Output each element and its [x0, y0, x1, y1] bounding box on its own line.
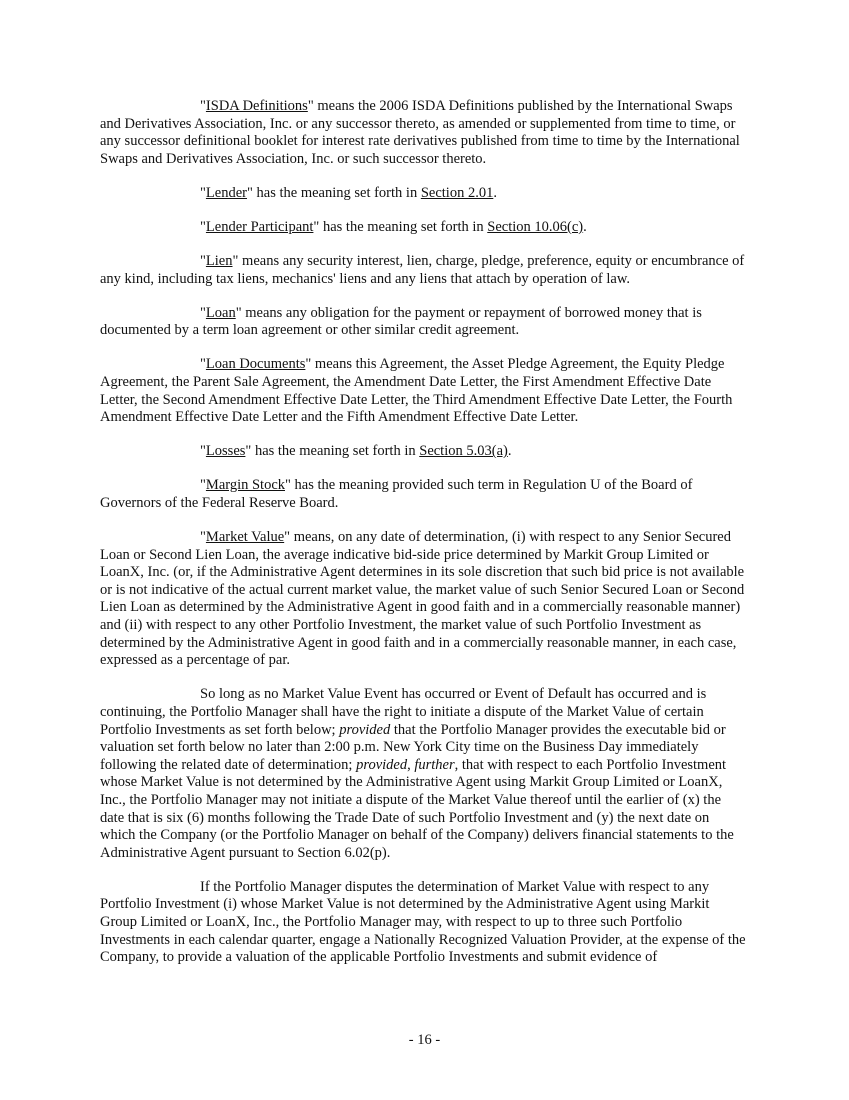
definition-losses: "Losses" has the meaning set forth in Section 5.03(a).: [200, 443, 512, 460]
definition-isda-definitions: "ISDA Definitions" means the 2006 ISDA Definitions published by the International Swaps and Derivatives Association, Inc. or any successor thereto, as amended or supplemented from time to time, or any successor definitional booklet for interest rate derivatives published from time to time by the International Swaps and Derivatives Association, Inc. or such successor thereto.: [100, 98, 740, 167]
section-reference: Section 10.06(c): [487, 218, 584, 235]
defined-term: Lender Participant: [205, 218, 314, 235]
definition-market-value: "Market Value" means, on any date of determination, (i) with respect to any Senior Secured Loan or Second Lien Loan, the average indicative bid-side price determined by Markit Group Limited or LoanX, Inc. (or, if the Administrative Agent determines in its sole discretion that such bid price is not available or is not indicative of the actual current market value, the market value of such Senior Secured Loan or Second Lien Loan as determined by the Administrative Agent in good faith and in a commercially reasonable manner) and (ii) with respect to any other Portfolio Investment, the market value of such Portfolio Investment as determined by the Administrative Agent in good faith and in a commercially reasonable manner, in each case, expressed as a percentage of par.: [100, 529, 745, 669]
defined-term: ISDA Definitions: [205, 98, 308, 114]
defined-term: Margin Stock: [205, 477, 285, 494]
definition-loan: "Loan" means any obligation for the payment or repayment of borrowed money that is documented by a term loan agreement or other similar credit agreement.: [100, 304, 702, 339]
definition-loan-documents: "Loan Documents" means this Agreement, the Asset Pledge Agreement, the Equity Pledge Agreement, the Parent Sale Agreement, the Amendment Date Letter, the First Amendment Effective Date Letter, the Second Amendment Effective Date Letter, the Third Amendment Effective Date Letter, the Fourth Amendment Effective Date Letter and the Fifth Amendment Effective Date Letter.: [100, 356, 733, 426]
definition-lender-participant: "Lender Participant" has the meaning set forth in Section 10.06(c).: [200, 218, 587, 235]
market-value-dispute-procedure: If the Portfolio Manager disputes the determination of Market Value with respect to any Portfolio Investment (i) whose Market Value is not determined by the Administrative Agent using Markit Group Limited or LoanX, Inc., the Portfolio Manager may, with respect to up to three such Portfolio Investments in each calendar quarter, engage a Nationally Recognized Valuation Provider, at the expense of the Company, to provide a valuation of the applicable Portfolio Investments and submit evidence of: [100, 878, 746, 966]
page-number: - 16 -: [408, 1032, 441, 1048]
defined-term: Market Value: [205, 529, 285, 546]
defined-term: Losses: [205, 443, 246, 460]
definition-margin-stock: "Margin Stock" has the meaning provided such term in Regulation U of the Board of Governors of the Federal Reserve Board.: [100, 477, 693, 511]
section-reference: Section 2.01: [420, 184, 494, 201]
defined-term: Lien: [205, 253, 233, 270]
definition-lien: "Lien" means any security interest, lien, charge, pledge, preference, equity or encumbrance of any kind, including tax liens, mechanics' liens and any liens that attach by operation of law.: [100, 253, 745, 287]
defined-term: Lender: [205, 184, 247, 201]
page-body: [100, 98, 748, 983]
section-reference: Section 5.03(a): [419, 443, 508, 460]
market-value-dispute-paragraph: So long as no Market Value Event has occurred or Event of Default has occurred and is continuing, the Portfolio Manager shall have the right to initiate a dispute of the Market Value of certain Portfolio Investments as set forth below; provided that the Portfolio Manager provides the executable bid or valuation set forth below no later than 2:00 p.m. New York City time on the Business Day immediately following the related date of determination; provided, further, that with respect to each Portfolio Investment whose Market Value is not determined by the Administrative Agent using Markit Group Limited or LoanX, Inc., the Portfolio Manager may not initiate a dispute of the Market Value thereof until the earlier of (x) the date that is six (6) months following the Trade Date of such Portfolio Investment and (y) the next date on which the Company (or the Portfolio Manager on behalf of the Company) delivers financial statements to the Administrative Agent pursuant to Section 6.02(p).: [100, 686, 734, 861]
defined-term: Loan Documents: [205, 356, 306, 373]
definition-lender: "Lender" has the meaning set forth in Section 2.01.: [200, 184, 497, 201]
defined-term: Loan: [205, 304, 236, 321]
